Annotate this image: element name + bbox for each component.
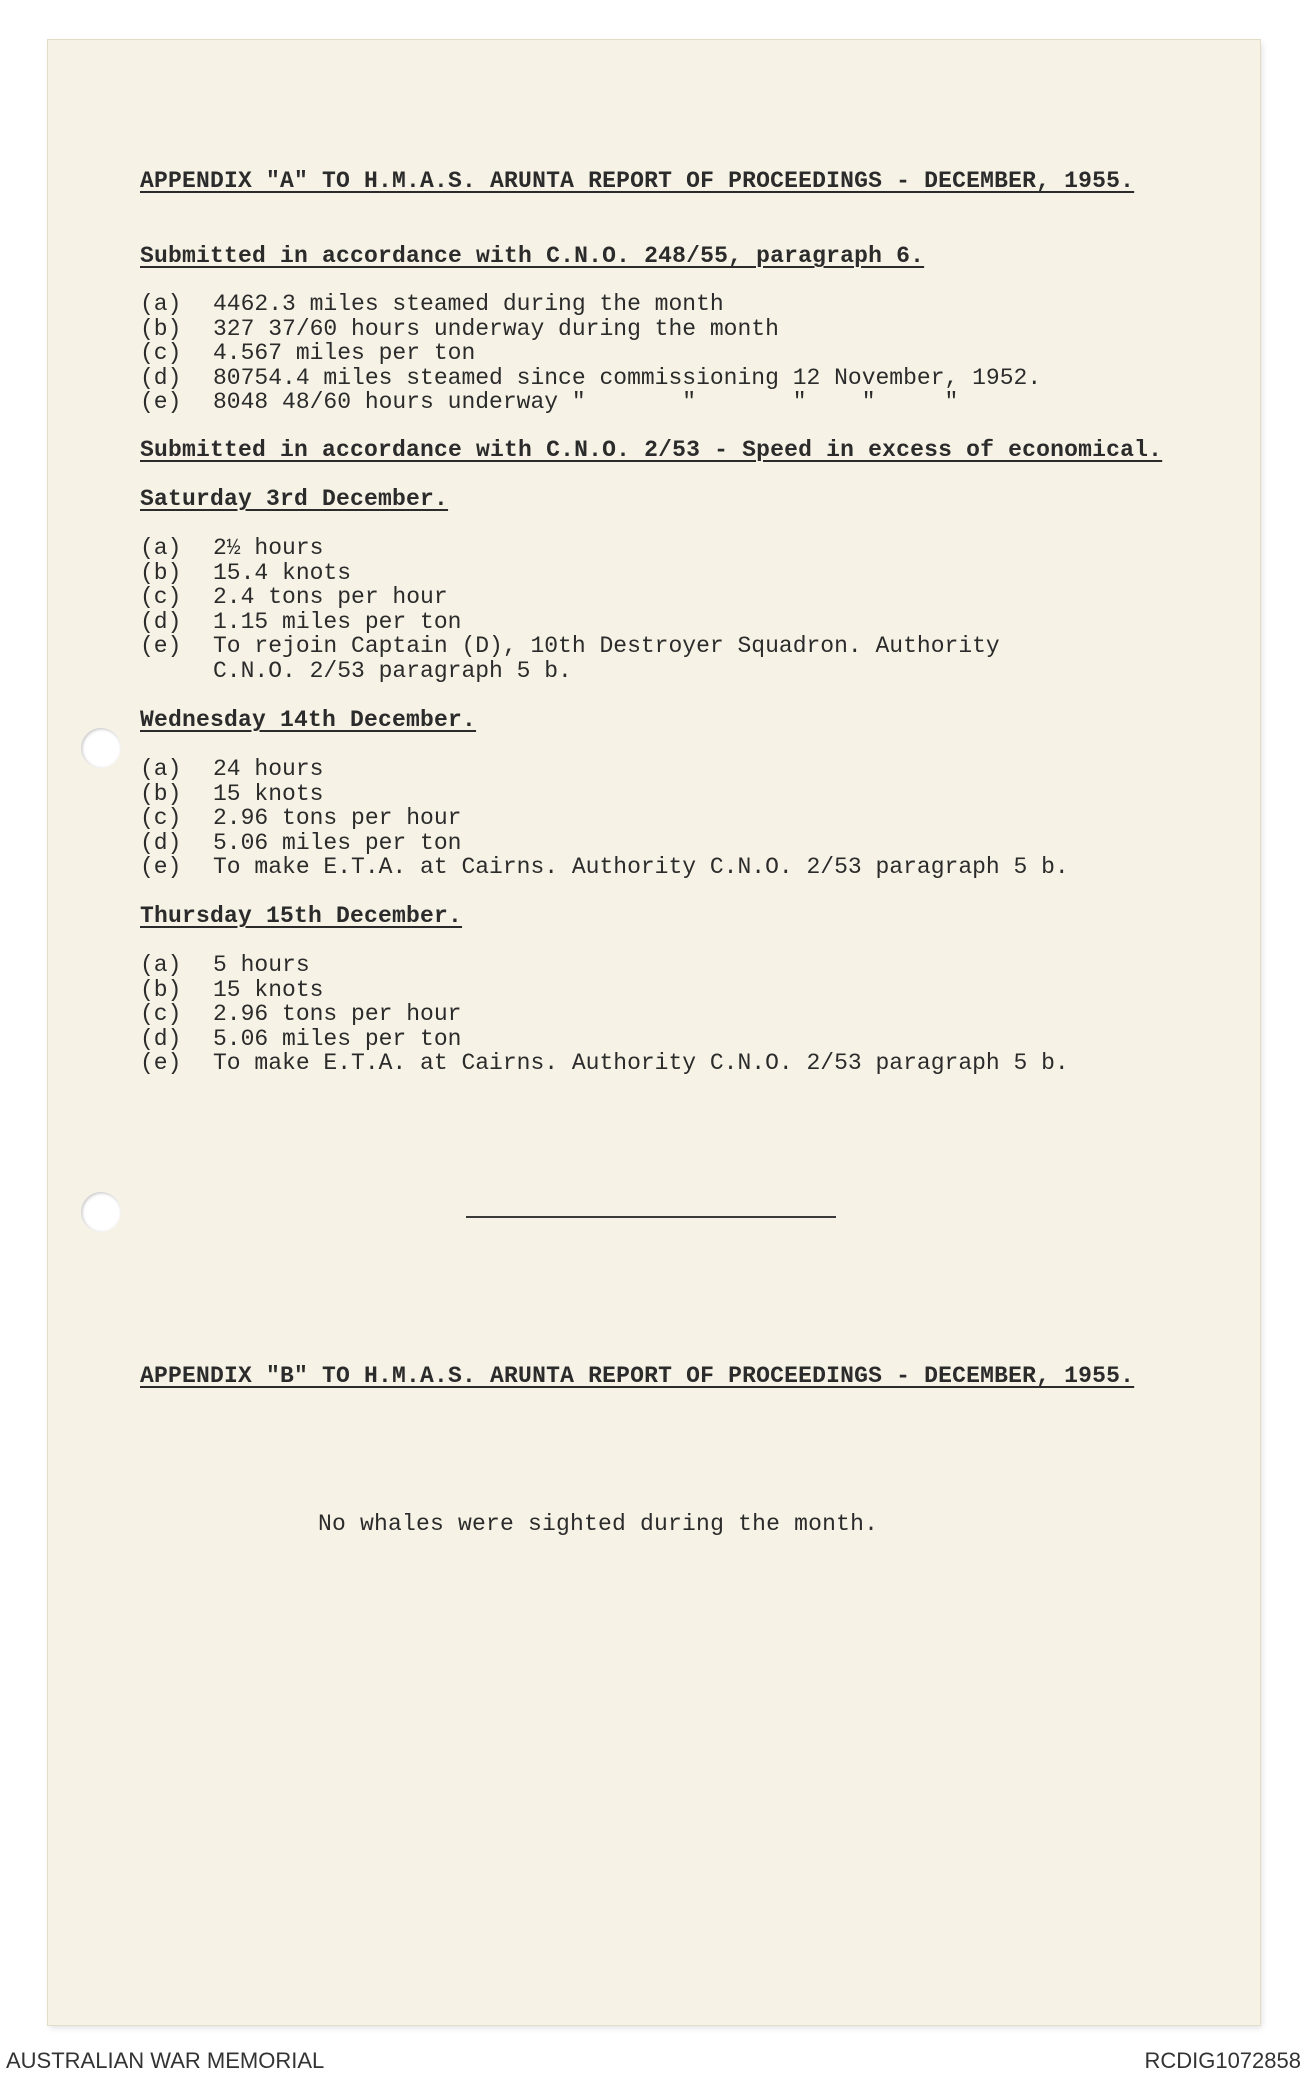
appendix-a-title: APPENDIX "A" TO H.M.A.S. ARUNTA REPORT OF PROCEEDINGS - DECEMBER, 1955.: [140, 168, 1135, 194]
day-heading: Saturday 3rd December.: [140, 486, 449, 512]
item-text: 15 knots: [213, 780, 324, 807]
list-item: [140, 610, 1000, 635]
list-item: [140, 1027, 1069, 1052]
item-label: (b): [140, 559, 182, 586]
day-list: [140, 953, 1069, 1076]
list-item: [140, 292, 1041, 317]
list-item: [140, 561, 1000, 586]
item-text: 327 37/60 hours underway during the month: [213, 315, 779, 342]
section1-list: [140, 292, 1041, 415]
item-label: (c): [140, 1001, 182, 1027]
list-item: [140, 978, 1069, 1003]
item-text: 2.96 tons per hour: [213, 1001, 462, 1027]
item-text: 8048 48/60 hours underway " " " " ": [213, 389, 959, 415]
list-item: [140, 585, 1000, 610]
list-item: [140, 1002, 1069, 1027]
list-item: [140, 536, 1000, 561]
list-item: [140, 855, 1069, 880]
item-label: (d): [140, 829, 182, 856]
punch-hole: [81, 1192, 121, 1232]
item-label: (e): [140, 854, 182, 880]
item-label: (d): [140, 364, 182, 391]
item-text: 5.06 miles per ton: [213, 1025, 462, 1052]
item-text: 5 hours: [213, 952, 310, 978]
item-text: 1.15 miles per ton: [213, 608, 462, 635]
item-label: (d): [140, 1025, 182, 1052]
item-text: 24 hours: [213, 756, 324, 782]
list-item: [140, 953, 1069, 978]
item-label: (e): [140, 633, 182, 659]
section1-heading: Submitted in accordance with C.N.O. 248/55, paragraph 6.: [140, 243, 925, 269]
item-text: 4462.3 miles steamed during the month: [213, 291, 724, 317]
item-label: (a): [140, 291, 182, 317]
section2-heading: Submitted in accordance with C.N.O. 2/53 - Speed in excess of economical.: [140, 437, 1163, 463]
item-label: (c): [140, 584, 182, 610]
item-text: 4.567 miles per ton: [213, 340, 476, 366]
item-text: To rejoin Captain (D), 10th Destroyer Squadron. Authority C.N.O. 2/53 paragraph 5 b.: [213, 633, 1000, 684]
punch-hole: [81, 728, 121, 768]
item-label: (c): [140, 340, 182, 366]
item-label: (c): [140, 805, 182, 831]
appendix-b-title: APPENDIX "B" TO H.M.A.S. ARUNTA REPORT OF PROCEEDINGS - DECEMBER, 1955.: [140, 1363, 1135, 1389]
item-label: (e): [140, 389, 182, 415]
day-heading: Thursday 15th December.: [140, 903, 463, 929]
day-list: [140, 757, 1069, 880]
item-text: To make E.T.A. at Cairns. Authority C.N.O. 2/53 paragraph 5 b.: [213, 854, 1069, 880]
list-item: [140, 782, 1069, 807]
item-text: 2.4 tons per hour: [213, 584, 448, 610]
footer-id: RCDIG1072858: [1144, 2048, 1301, 2073]
divider: [466, 1216, 836, 1218]
list-item: [140, 317, 1041, 342]
day-heading: Wednesday 14th December.: [140, 707, 477, 733]
item-label: (b): [140, 780, 182, 807]
list-item: [140, 390, 1041, 415]
appendix-b-text: No whales were sighted during the month.: [318, 1511, 879, 1537]
list-item: [140, 806, 1069, 831]
list-item: [140, 634, 1000, 683]
item-label: (b): [140, 976, 182, 1003]
list-item: [140, 341, 1041, 366]
footer-source: AUSTRALIAN WAR MEMORIAL: [6, 2048, 325, 2073]
item-text: 15 knots: [213, 976, 324, 1003]
item-label: (d): [140, 608, 182, 635]
item-text: 15.4 knots: [213, 559, 352, 586]
item-text: To make E.T.A. at Cairns. Authority C.N.O. 2/53 paragraph 5 b.: [213, 1050, 1069, 1076]
item-text: 5.06 miles per ton: [213, 829, 462, 856]
item-text: 2.96 tons per hour: [213, 805, 462, 831]
item-text: 2½ hours: [213, 535, 324, 561]
item-label: (a): [140, 952, 182, 978]
item-text: 80754.4 miles steamed since commissioning 12 November, 1952.: [213, 364, 1042, 391]
item-label: (e): [140, 1050, 182, 1076]
item-label: (a): [140, 756, 182, 782]
list-item: [140, 831, 1069, 856]
list-item: [140, 757, 1069, 782]
list-item: [140, 366, 1041, 391]
item-label: (a): [140, 535, 182, 561]
list-item: [140, 1051, 1069, 1076]
day-list: [140, 536, 1000, 683]
item-label: (b): [140, 315, 182, 342]
